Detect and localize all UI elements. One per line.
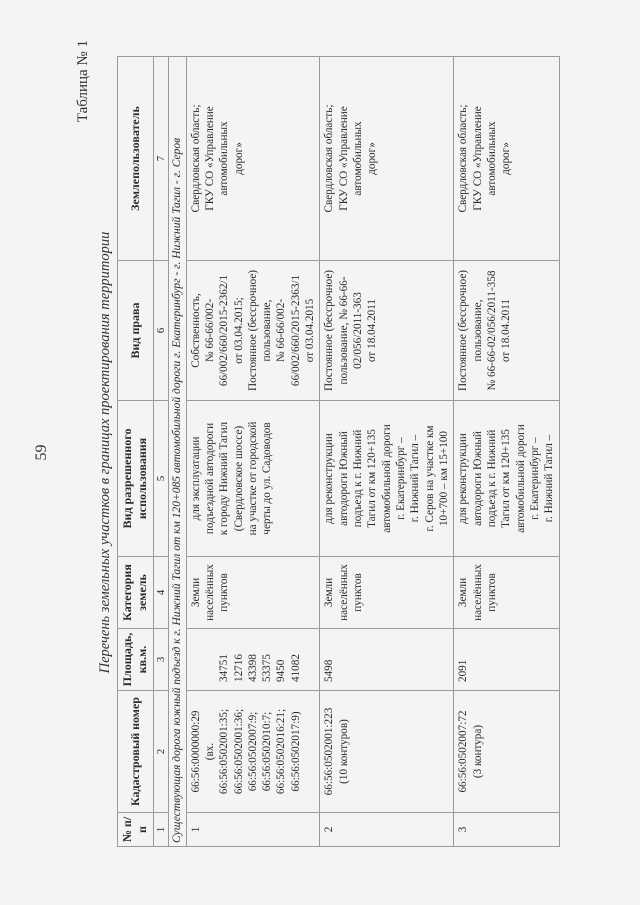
table-row xyxy=(454,57,559,847)
cell-line: к городу Нижний Тагил xyxy=(218,421,231,536)
area-cell xyxy=(454,629,559,691)
section-caption: Существующая дорога южный подъезд к г. Нижний Тагил от км 120+085 автомобильной дороги г. Екатеринбург - г. Нижний Тагил - г. Серов xyxy=(168,57,186,847)
cell-line: Земли xyxy=(457,577,470,608)
column-number: 3 xyxy=(153,629,168,691)
cell-line: автомобильных xyxy=(352,121,365,196)
permitted-use-cell xyxy=(186,401,320,557)
land-category-cell xyxy=(186,557,320,629)
cell-line: Земли xyxy=(189,577,202,608)
land-category-cell xyxy=(320,557,454,629)
cell-line: Собственность, xyxy=(189,293,202,368)
cell-line: 41082 xyxy=(289,654,302,682)
area-cell xyxy=(186,629,320,691)
cell-line: автомобильных xyxy=(486,121,499,196)
right-type-cell xyxy=(320,261,454,401)
cadastral-number-cell xyxy=(186,691,320,813)
column-number: 5 xyxy=(153,401,168,557)
cell-line: (вх. xyxy=(203,742,216,761)
header-cell: Вид разрешенного использования xyxy=(118,401,154,557)
cell-line: 5498 xyxy=(323,659,336,682)
row-number-cell: 3 xyxy=(454,813,559,847)
permitted-use-cell xyxy=(320,401,454,557)
right-type-cell xyxy=(454,261,559,401)
cell-line: 66:56:0000000:29 xyxy=(189,710,202,793)
cell-line: автомобильной дороги xyxy=(380,424,393,533)
cell-line: 66:56:0502001:35; xyxy=(218,708,231,795)
cell-line: 66/002/660/2015-2362/1 xyxy=(218,274,231,387)
cell-line: населённых xyxy=(337,564,350,621)
cell-line: от 18.04.2011 xyxy=(366,298,379,363)
cell-line: пользование, xyxy=(261,299,274,362)
cell-line: 66:56:0502016:21; xyxy=(275,708,288,795)
cell-line: 43398 xyxy=(246,654,259,682)
cell-line: 53375 xyxy=(261,654,274,682)
cell-line: дорог» xyxy=(232,142,245,175)
cell-line: Постоянное (бессрочное) xyxy=(246,269,259,392)
cell-line: г. Екатеринбург – xyxy=(395,437,408,520)
cell-line: (3 контура) xyxy=(471,724,484,779)
cadastral-number-cell xyxy=(320,691,454,813)
cell-line: 66:56:0502017:9) xyxy=(289,711,302,792)
cell-line: для эксплуатации xyxy=(189,436,202,521)
cell-line: 66:56:0502001:36; xyxy=(232,708,245,795)
right-type-cell xyxy=(186,261,320,401)
cell-line: на участке от городской xyxy=(246,421,259,536)
cell-line: пользование, № 66-66- xyxy=(337,276,350,385)
cell-line: 02/056/2011-363 xyxy=(352,292,365,369)
cell-line: подъезд к г. Нижний xyxy=(486,429,499,528)
cell-line: Постоянное (бессрочное) xyxy=(323,269,336,392)
cell-line xyxy=(189,632,203,687)
cell-line: 66/002/660/2015-2363/1 xyxy=(289,274,302,387)
table-row xyxy=(186,57,320,847)
cell-line: дорог» xyxy=(366,142,379,175)
header-cell: Площадь, кв.м. xyxy=(118,629,154,691)
cell-line: 66:56:0502007:9; xyxy=(246,711,259,792)
cell-line: 34751 xyxy=(218,654,231,682)
cell-line: Свердловская область; xyxy=(189,104,202,213)
cell-line: для реконструкции xyxy=(323,433,336,524)
cell-line: пунктов xyxy=(352,573,365,612)
cell-line: черты до ул. Садоводов xyxy=(261,422,274,535)
cell-line xyxy=(203,632,217,687)
cell-line: пунктов xyxy=(218,573,231,612)
land-category-cell xyxy=(454,557,559,629)
column-number: 2 xyxy=(153,691,168,813)
header-row xyxy=(118,57,154,847)
cell-line: подъездной автодороги xyxy=(203,422,216,535)
cell-line: Постоянное (бессрочное) xyxy=(457,269,470,392)
cell-line: ГКУ СО «Управление xyxy=(337,106,350,211)
cell-line: 9450 xyxy=(275,659,288,682)
column-number: 1 xyxy=(153,813,168,847)
cell-line: г. Нижний Тагил – xyxy=(543,434,556,523)
cell-line: (Свердловское шоссе) xyxy=(232,425,245,532)
cell-line: г. Екатеринбург – xyxy=(529,437,542,520)
cell-line: ГКУ СО «Управление xyxy=(203,106,216,211)
header-cell: Вид права xyxy=(118,261,154,401)
row-number-cell: 1 xyxy=(186,813,320,847)
cell-line: автомобильных xyxy=(218,121,231,196)
table-label: Таблица № 1 xyxy=(75,40,91,123)
land-user-cell xyxy=(454,57,559,261)
cell-line: Свердловская область; xyxy=(323,104,336,213)
cell-line: 10+700 – км 15+100 xyxy=(438,430,451,527)
cell-line: пунктов xyxy=(486,573,499,612)
cell-line: подъезд к г. Нижний xyxy=(352,429,365,528)
cell-line: Тагил от км 120+135 xyxy=(366,429,379,528)
cell-line: г. Серов на участке км xyxy=(423,425,436,532)
header-cell: Кадастровый номер xyxy=(118,691,154,813)
header-cell: Категория земель xyxy=(118,557,154,629)
document-title: Перечень земельных участков в границах проектирования территории xyxy=(97,231,113,674)
cell-line: Свердловская область; xyxy=(457,104,470,213)
cell-line: дорог» xyxy=(500,142,513,175)
permitted-use-cell xyxy=(454,401,559,557)
cell-line: от 03.04.2015 xyxy=(304,298,317,363)
header-cell: № п/п xyxy=(118,813,154,847)
cell-line: Земли xyxy=(323,577,336,608)
cell-line: от 03.04.2015; xyxy=(232,297,245,364)
land-parcels-table xyxy=(117,56,560,847)
area-cell xyxy=(320,629,454,691)
cell-line: № 66-66/002- xyxy=(203,298,216,363)
header-cell: Землепользователь xyxy=(118,57,154,261)
section-row xyxy=(168,57,186,847)
cell-line: 12716 xyxy=(232,654,245,682)
cell-line: автомобильной дороги xyxy=(514,424,527,533)
cell-line: населённых xyxy=(203,564,216,621)
page-number: 59 xyxy=(33,444,50,461)
cell-line: ГКУ СО «Управление xyxy=(471,106,484,211)
cell-line: для реконструкции xyxy=(457,433,470,524)
row-number-cell: 2 xyxy=(320,813,454,847)
cell-line: от 18.04.2011 xyxy=(500,298,513,363)
land-user-cell xyxy=(320,57,454,261)
cadastral-number-cell xyxy=(454,691,559,813)
cell-line: г. Нижний Тагил – xyxy=(409,434,422,523)
cell-line: (10 контуров) xyxy=(337,719,350,784)
table-body xyxy=(186,57,559,847)
column-number: 4 xyxy=(153,557,168,629)
cell-line: пользование, xyxy=(471,299,484,362)
cell-line: 66:56:0502007:72 xyxy=(457,710,470,793)
cell-line: автодороги Южный xyxy=(471,431,484,526)
table-row xyxy=(320,57,454,847)
cell-line: 66:56:0502010:7; xyxy=(261,711,274,792)
cell-line: 2091 xyxy=(457,659,470,682)
column-number: 7 xyxy=(153,57,168,261)
column-number: 6 xyxy=(153,261,168,401)
land-user-cell xyxy=(186,57,320,261)
cell-line: автодороги Южный xyxy=(337,431,350,526)
cell-line: Тагил от км 120+135 xyxy=(500,429,513,528)
column-number-row xyxy=(153,57,168,847)
cell-line: населённых xyxy=(471,564,484,621)
cell-line: № 66-66/002- xyxy=(275,298,288,363)
cell-line: 66:56:0502001:223 xyxy=(323,707,336,796)
cell-line: № 66-66-02/056/2011-358 xyxy=(486,270,499,391)
